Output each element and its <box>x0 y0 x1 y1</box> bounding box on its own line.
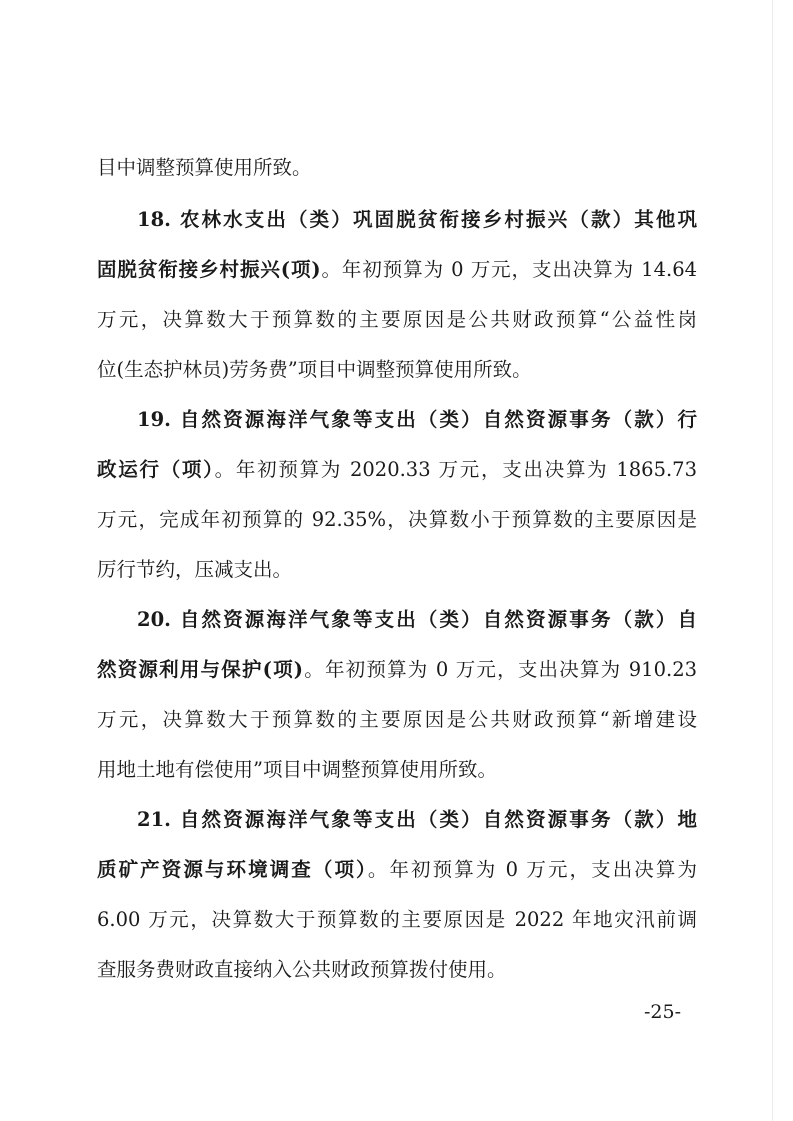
page-number: -25- <box>643 1001 681 1023</box>
body-text: 查服务费财政直接纳入公共财政预算拨付使用。 <box>97 958 507 981</box>
body-text: 万元，决算数大于预算数的主要原因是公共财政预算“新增建设 <box>97 708 697 731</box>
body-text: 万元，完成年初预算的 92.35%，决算数小于预算数的主要原因是 <box>97 508 697 531</box>
heading-text: 固脱贫衔接乡村振兴(项) <box>97 258 321 281</box>
body-text: 6.00 万元，决算数大于预算数的主要原因是 2022 年地灾汛前调 <box>97 908 697 931</box>
heading-text: 然资源利用与保护(项) <box>97 658 304 681</box>
paragraph-line <box>97 357 697 383</box>
paragraph-line <box>97 307 697 333</box>
body-text: 。年初预算为 0 万元，支出决算为 <box>367 858 697 881</box>
heading-text: 21. 自然资源海洋气象等支出（类）自然资源事务（款）地 <box>137 808 697 831</box>
page-edge-shadow <box>772 0 773 1121</box>
heading-text: 20. 自然资源海洋气象等支出（类）自然资源事务（款）自 <box>137 608 697 631</box>
paragraph-line <box>97 557 697 583</box>
heading-text: 质矿产资源与环境调查（项） <box>97 858 368 881</box>
paragraph-line <box>97 457 697 483</box>
paragraph-continuation-line <box>97 155 697 181</box>
body-text: 厉行节约，压减支出。 <box>97 558 293 581</box>
paragraph-line <box>97 957 697 983</box>
body-text: 。年初预算为 0 万元，支出决算为 910.23 <box>303 658 697 681</box>
body-text: 。年初预算为 2020.33 万元，支出决算为 1865.73 <box>214 458 697 481</box>
paragraph-line <box>97 507 697 533</box>
body-text: 。年初预算为 0 万元，支出决算为 14.64 <box>320 258 697 281</box>
paragraph-line <box>97 257 697 283</box>
paragraph-line <box>137 607 697 633</box>
body-text: 万元，决算数大于预算数的主要原因是公共财政预算“公益性岗 <box>97 308 697 331</box>
paragraph-line <box>97 707 697 733</box>
heading-text: 19. 自然资源海洋气象等支出（类）自然资源事务（款）行 <box>137 408 697 431</box>
paragraph-line <box>137 207 697 233</box>
paragraph-line <box>137 807 697 833</box>
body-text: 位(生态护林员)劳务费”项目中调整预算使用所致。 <box>97 358 532 381</box>
paragraph-line <box>97 857 697 883</box>
heading-text: 18. 农林水支出（类）巩固脱贫衔接乡村振兴（款）其他巩 <box>137 208 697 231</box>
paragraph-line <box>137 407 697 433</box>
paragraph-line <box>97 657 697 683</box>
paragraph-line <box>97 757 697 783</box>
paragraph-line <box>97 907 697 933</box>
body-text: 用地土地有偿使用”项目中调整预算使用所致。 <box>97 758 497 781</box>
heading-text: 政运行（项） <box>97 458 215 481</box>
text-line: 目中调整预算使用所致。 <box>97 156 312 179</box>
